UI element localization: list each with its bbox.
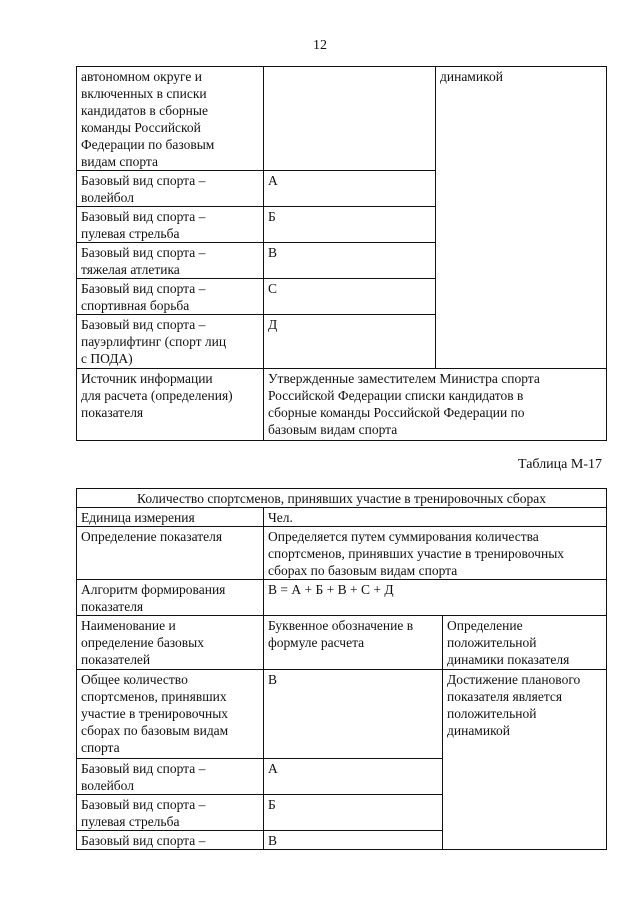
letter-cell: Д	[264, 315, 436, 369]
letter-cell: А	[264, 759, 443, 795]
letter-cell: В	[264, 831, 443, 850]
source-label-cell: Источник информации для расчета (определения) показателя	[77, 369, 264, 441]
table-row	[77, 67, 607, 171]
page-number: 12	[313, 38, 327, 53]
indicator-name-cell: Базовый вид спорта – волейбол	[77, 171, 264, 207]
letter-cell: В	[264, 243, 436, 279]
table-row	[77, 489, 607, 508]
indicator-name-cell: Общее количество спортсменов, принявших участие в тренировочных сборах по базовым видам спорта	[77, 670, 264, 759]
dynamics-cell: динамикой	[436, 67, 607, 369]
table-row	[77, 616, 607, 670]
unit-value-cell: Чел.	[264, 508, 607, 527]
letter-cell: В	[264, 670, 443, 759]
indicator-table-m17	[76, 488, 607, 850]
indicator-name-cell: Базовый вид спорта – спортивная борьба	[77, 279, 264, 315]
table-row	[77, 369, 607, 441]
definition-value-cell: Определяется путем суммирования количества спортсменов, принявших участие в тренировочных сборах по базовым видам спорта	[264, 527, 607, 580]
letter-cell: Б	[264, 207, 436, 243]
indicator-name-cell: Базовый вид спорта – тяжелая атлетика	[77, 243, 264, 279]
indicator-name-cell: Базовый вид спорта –	[77, 831, 264, 850]
indicator-name-cell: Базовый вид спорта – пулевая стрельба	[77, 207, 264, 243]
letter-cell: С	[264, 279, 436, 315]
header-dynamics-cell: Определение положительной динамики показателя	[443, 616, 607, 670]
table-row	[77, 580, 607, 616]
letter-cell: А	[264, 171, 436, 207]
letter-cell	[264, 67, 436, 171]
table-row	[77, 527, 607, 580]
letter-cell: Б	[264, 795, 443, 831]
unit-label-cell: Единица измерения	[77, 508, 264, 527]
algorithm-label-cell: Алгоритм формирования показателя	[77, 580, 264, 616]
indicator-name-cell: автономном округе и включенных в списки кандидатов в сборные команды Российской Федерации по базовым видам спорта	[77, 67, 264, 171]
indicator-name-cell: Базовый вид спорта – пулевая стрельба	[77, 795, 264, 831]
algorithm-formula-cell: В = А + Б + В + С + Д	[264, 580, 607, 616]
table-row	[77, 508, 607, 527]
dynamics-cell: Достижение планового показателя является положительной динамикой	[443, 670, 607, 850]
header-name-cell: Наименование и определение базовых показателей	[77, 616, 264, 670]
indicator-table-continued	[76, 66, 607, 441]
definition-label-cell: Определение показателя	[77, 527, 264, 580]
indicator-name-cell: Базовый вид спорта – волейбол	[77, 759, 264, 795]
indicator-name-cell: Базовый вид спорта – пауэрлифтинг (спорт лиц с ПОДА)	[77, 315, 264, 369]
table-caption: Таблица М-17	[518, 457, 602, 472]
table-row	[77, 670, 607, 759]
header-letter-cell: Буквенное обозначение в формуле расчета	[264, 616, 443, 670]
table-title-cell: Количество спортсменов, принявших участие в тренировочных сборах	[77, 489, 607, 508]
source-value-cell: Утвержденные заместителем Министра спорта Российской Федерации списки кандидатов в сборные команды Российской Федерации по базовым видам спорта	[264, 369, 607, 441]
